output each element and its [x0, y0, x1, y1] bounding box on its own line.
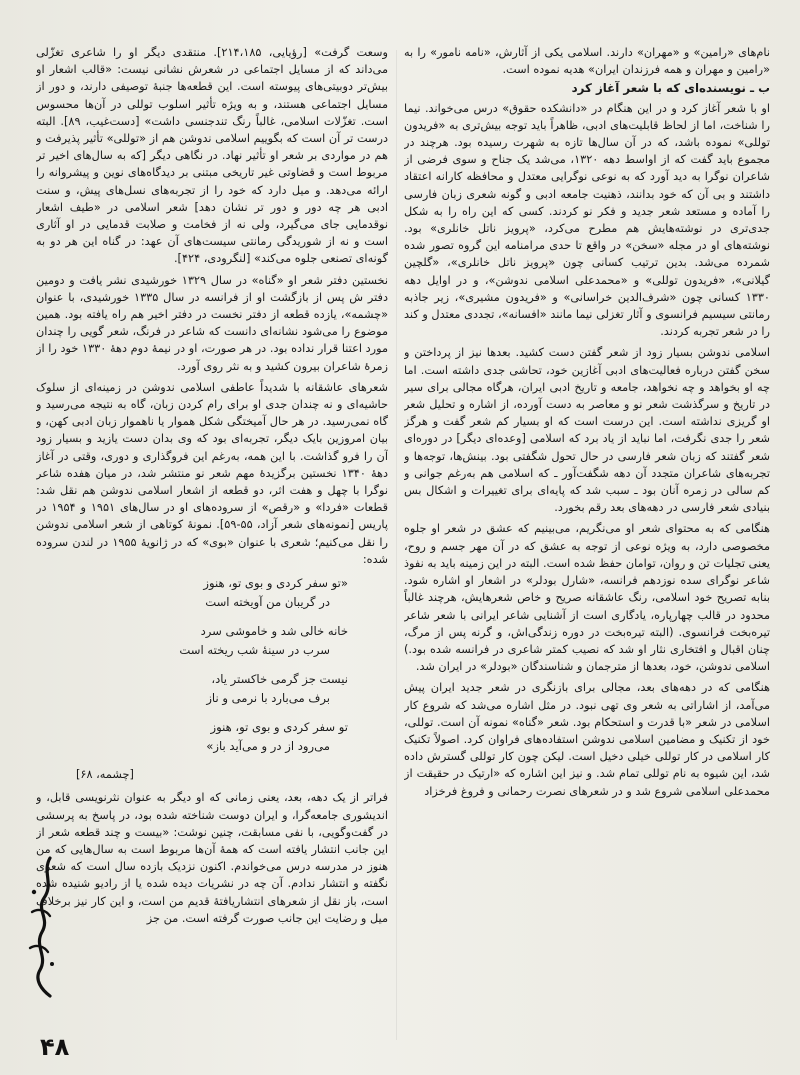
body-paragraph: نخستین دفتر شعر او «گناه» در سال ۱۳۲۹ خورشیدی نشر یافت و دومین دفتر ش پس از بازگشت او از فرانسه در سال ۱۳۳۵ خورشیدی، با عنوان «چشمه»، یازده قطعه از دفتر نخست در دفتر اخیر هم راه یافته بود. همین موضوع را می‌شود نشانه‌ای دانست که شاعر در فرنگ، شعر گویی را چندان مورد اعتنا قرار نداده بود. در هر صورت، او در نیمهٔ دوم دههٔ ۱۳۳۰ خود را از زمرهٔ شاعران بیرون کشید و به نثر روی آورد. — [36, 273, 388, 373]
poem-stanza — [60, 718, 348, 756]
body-paragraph: وسعت گرفت» [رؤیایی، ۲۱۴،۱۸۵]. منتقدی دیگر او را شاعری تغزّلی می‌داند که از مسایل اجتماعی در شعرش نشانی نیست: «قالب اشعار او بیش‌تر دوبیتی‌های پیوسته است. این قطعه‌ها جنبهٔ توصیفی دارند، و دور از مسایل اجتماعی هستند، و به ویژه تأثیر اسلوب توللی در آن‌ها محسوس است. تغزّلات اسلامی، غالباً رنگ تندجنسی داشت» [دست‌غیب، ۸۹]. البته درست تر آن است که بگوییم اسلامی ندوشن هم از «توللی» تأثیر پذیرفت و هم در مواردی بر شعر او تأثیر نهاد. در نگاهی دیگر [که به سال‌های اخیر تر مربوط است و قضاوتی غیر تاریخی مبتنی بر دیدگاه‌های نوین و پیشروانه را ارائه می‌دهد. و میل دارد که خود را از تجربه‌های نسل‌های پیش، و سنت ادبی هر چه دور و دور تر نشان دهد] شعر اسلامی در «طیف اشعار نوقدمایی جای می‌گیرد، ولی نه از فخامت و صلابت قدمایی در او آثاری است و نه از شوریدگی رمانتی سیست‌های آن عهد: در گناه این هر دو به گونه‌ای تصنعی جلوه می‌کند» [لنگرودی، ۴۲۴]. — [36, 46, 388, 266]
kerman-logo — [20, 852, 64, 1002]
poem-line: می‌رود از در و می‌آید باز» — [206, 739, 330, 754]
intro-paragraph: نام‌های «رامین» و «مهران» دارند. اسلامی یکی از آثارش، «نامه نامور» را به «رامین و مهران و همه فرزندان ایران» هدیه نموده است. — [404, 46, 770, 77]
body-paragraph: هنگامی که به محتوای شعر او می‌نگریم، می‌بینیم که عشق در شعر او جلوه مخصوصی دارد، به ویژه نوعی از توجه به عشق که در آن مهر جسم و روح، یعنی تجلیات تن و روان، توامان حفظ شده است. البته در این زمینه باید به نفوذ شاعر نوگرای سده نوزدهم فرانسه، «شارل بودلر» در اشعار او اشاره شود. بنابه تصریح خود اسلامی، رنگ عاشقانه صریح و خاص شعرهایش، هرچند غالباً محدود در قالب چهارپاره، یادگاری است از آشنایی شاعر ایرانی با شعر شاعر تیره‌بخت فرانسوی. (البته تیره‌بخت در دوره زندگی‌اش، و گرنه پس از مرگ، چنان اقبال و افتخاری نثار او شد که نصیب کمتر شاعری در فرانسه شده بود.) اسلامی ندوشن، خود، بعدها از مترجمان و شناسندگان «بودلر» در ایران شد. — [404, 522, 770, 674]
section-heading: ب ـ نویسنده‌ای که با شعر آغاز کرد — [571, 81, 770, 96]
right-column — [404, 44, 770, 1039]
poem-line: تو سفر کردی و بوی تو، هنوز — [210, 720, 348, 735]
poem-stanza — [60, 670, 348, 708]
poem — [60, 574, 348, 756]
body-paragraph: اسلامی ندوشن بسیار زود از شعر گفتن دست کشید. بعدها نیز از پرداختن و سخن گفتن درباره فعالیت‌های ادبی آغازین خود، تحاشی جدی داشته است. اما چه او بخواهد و چه نخواهد، جامعه و تاریخ ادبی ایران، هرگاه مجالی برای سیر در تاریخ و سرگذشت شعر نو و معاصر به دست آورده، از اشاره و تحلیل شعر او گریزی نداشته است. این درست است که او بسیار کم شعر گفت و هرگز شعر را جدی نگرفت، اما نباید از یاد برد که اسلامی [وعده‌ای دیگر] در دوره‌ای شعر گفتند که زبان شعر فارسی در حال تحول شگفتی بود. بینش‌ها، توجه‌ها و تجربه‌های شاعران متجدد آن دهه شگفت‌آور ـ که اسلامی هم به‌رغم جوانی و کم سالی در زمره آنان بود ـ سبب شد که پایه‌ای برای تغییرات و اشکال بس بنیادی شعر فارسی در دهه‌های بعد رقم بخورد. — [404, 346, 770, 515]
left-column — [36, 44, 388, 1039]
body-paragraph: فراتر از یک دهه، بعد، یعنی زمانی که او دیگر به عنوان نثرنویسی قابل، و اندیشوری جامعه‌گرا، و ایران دوست شناخته شده بود، در پاسخ به پرسشی در گفت‌وگویی، با نفی مسابقت، چنین نوشت: «بیست و چند قطعه شعر از این جانب انتشار یافته است که همهٔ آن‌ها مربوط است به سال‌هایی که من هنوز در مدرسه درس می‌خواندم. اکنون نزدیک بازده سال است که شعری نگفته و انتشار ندادم. آن چه در نشریات دیده شده یا از رادیو شنیده شده است، باز نقل از شعرهای انتشاریافتهٔ قدیم من است، و این کار نیز برخلاف میل و رضایت این جانب صورت گرفته است. من جز — [36, 791, 388, 925]
poem-line: برف می‌بارد با نرمی و ناز — [206, 691, 330, 706]
poem-line: سرب در سینهٔ شب ریخته است — [179, 643, 330, 658]
page-number: ۴۸ — [40, 1033, 70, 1061]
poem-line: در گریبان من آویخته است — [205, 595, 330, 610]
column-divider — [396, 50, 397, 1040]
poem-line: نیست جز گرمی خاکستر یاد، — [211, 672, 348, 687]
poem-line: «تو سفر کردی و بوی تو، هنوز — [203, 576, 348, 591]
poem-stanza — [60, 622, 348, 660]
body-paragraph: شعرهای عاشقانه با شدیداً عاطفی اسلامی ندوشن در زمینه‌ای از سلوک حاشیه‌ای و نه چندان جدی او برای رام کردن زبان، گاه به نتیجه می‌رسید و گاه نمی‌رسید. در هر حال آمیختگی شکل هموار یا ناهموار زبان ادبی کهن، و بیان امروزین بایک دیگر، تجربه‌ای بود که وی بدان دست یازید و بسیار زود آن را فرو گذاشت. با این همه، به‌رغم این فروگذاری و دوری، وقتی در آغاز دههٔ ۱۳۴۰ نخستین برگزیدهٔ مهم شعر نو منتشر شد، در میان هفده شاعر نوگرا با چهل و هفت اثر، دو قطعه از اشعار اسلامی ندوشن هم نقل شد: قطعات «فردا» و «رقص» از سروده‌های او در سال‌های ۱۹۵۱ و ۱۹۵۴ در پاریس [نمونه‌های شعر آزاد، ۵۵-۵۹]. نمونهٔ کوتاهی از شعر اسلامی ندوشن را نقل می‌کنیم؛ شعری با عنوان «بوی» که در ژانویهٔ ۱۹۵۵ در لندن سروده شده: — [36, 380, 388, 566]
body-paragraph: او با شعر آغاز کرد و در این هنگام در «دانشکده حقوق» درس می‌خواند. نیما را شناخت، اما از لحاظ قابلیت‌های ادبی، ظاهراً باید توجه بیش‌تری به «فریدون توللی» نموده باشد، که در آن سال‌ها تازه به شهرت رسیده بود. هرچند در مجموع باید گفت که از اواسط دهه ۱۳۲۰، می‌شد یک جناح و سوی فرضی از شاعران نوگرا به دید آورد که به نوعی نوگرایی معتدل و محافظه کارانه اعتقاد داشتند و بی آن که خود بدانند، ذهنیت جامعه ادبی و گونه شعری زبان فارسی را آماده و مستعد شعر جدید و فکر نو کردند. کسی که این راه را به شکل جدی‌تری در نوشته‌هایش هم مطرح می‌کرد، «پرویز ناتل خانلری» بود. نوشته‌های او در مجله «سخن» در واقع تا حدی مرامنامه این گروه تصور شده شمرده می‌شد. بدین ترتیب کسانی چون «پرویز ناتل خانلری»، «گلچین گیلانی»، «فریدون توللی» و «محمدعلی اسلامی ندوشن»، و در اوایل دهه ۱۳۳۰ کسانی چون «شرف‌الدین خراسانی» و «فریدون مشیری»، زیر جاذبه رمانتی سیسیم فرانسوی و آثار تغزلی نیما مانند «افسانه»، تجددی معتدل و کند را در شعر تجربه کردند. — [404, 101, 770, 339]
body-paragraph: هنگامی که در دهه‌های بعد، مجالی برای بازنگری در شعر جدید ایران پیش می‌آمد، از اشاراتی به شعر وی تهی نبود. در مثل اشاره می‌شد که شروع کار اسلامی در شعر «با قدرت و استحکام بود. شعر «گناه» نمونه آن است. توللی، خود از تکنیک و مضامین اسلامی ندوشن استفاده‌های فراوان کرد. اصولاً تکنیک کار اسلامی در کار توللی خیلی دخیل است. لیکن چون کار توللی گسترش داده شد، این شیوه به نام توللی تمام شد. و نیز این اشاره که «ارتیک در حقیقت از محمدعلی اسلامی شروع شد و در شعرهای نصرت رحمانی و فروغ فرخزاد — [404, 681, 770, 798]
poem-citation: [چشمه، ۶۸] — [76, 768, 134, 782]
poem-line: خانه خالی شد و خاموشی سرد — [200, 624, 348, 639]
poem-stanza — [60, 574, 348, 612]
